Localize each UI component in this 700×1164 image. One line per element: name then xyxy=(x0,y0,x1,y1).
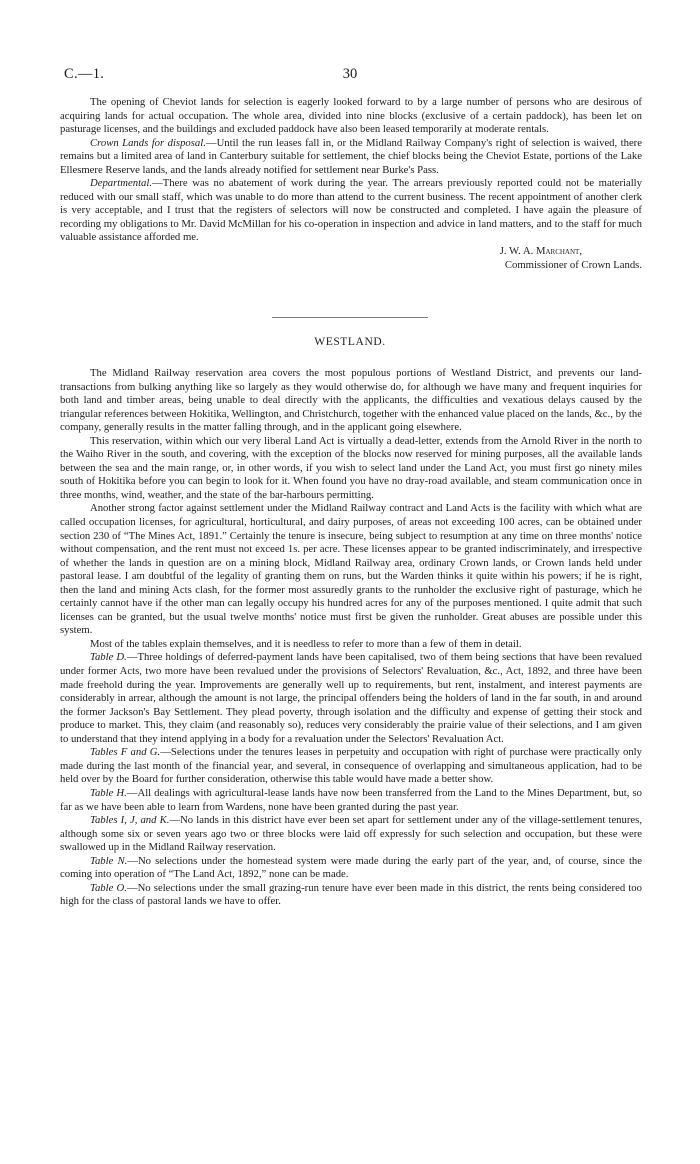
paragraph-text: —There was no abatement of work during the year. The arrears previously reported could not be materially reduced with our small staff, which was unable to do more than attend to the current business. The recent appointment of another clerk is very acceptable, and I trust that the registers of selectors will now be constructed and completed. I have again the pleasure of recording my obligations to Mr. David McMillan for his co-operation in inspection and advice in land matters, and to the staff for much valuable assistance afforded me. xyxy=(60,177,642,244)
page-number: 30 xyxy=(342,66,358,82)
paragraph-lead: Table D. xyxy=(90,651,127,664)
paragraph-lead: Crown Lands for disposal. xyxy=(90,136,206,149)
paragraph-text: The opening of Cheviot lands for selection is eagerly looked forward to by a large number of persons who are desirous of acquiring lands for actual occupation. The whole area, divided into nine blocks (exclusive of a certain paddock), has been let on pasturage licenses, and the buildings and excluded paddock have also been leased temporarily at moderate rentals. xyxy=(60,96,642,136)
paragraph xyxy=(60,746,642,787)
paragraph xyxy=(60,502,642,637)
paragraph-text: Another strong factor against settlement under the Midland Railway contract and Land Acts is the facility with which what are called occupation licenses, for agricultural, horticultural, and dairy purposes, of areas not exceeding 100 acres, can be obtained under section 230 of “The Mines Act, 1891.” Certainly the tenure is insecure, being subject to resumption at any time on three months' notice without compensation, and the rent must not exceed 1s. per acre. These licenses appear to be granted indiscriminately, and irrespective of whether the lands in question are on a mining block, Midland Railway area, ordinary Crown lands, or Crown lands held under pastoral lease. I am doubtful of the legality of granting them on runs, but the Warden thinks it quite within his powers; if he is right, then the land and mining Acts clash, for the former most assuredly grants to the runholder the exclusive right of pasturage, which he certainly cannot have if the other man can legally occupy his hundred acres for any of the purposes mentioned. I quite admit that such licenses can be granted, but the usual twelve months' notice must first be given the runholder. Great abuses are possible under this system. xyxy=(60,502,642,637)
paragraph xyxy=(60,882,642,909)
paragraph-text: —No lands in this district have ever been set apart for settlement under any of the village-settlement tenures, although some six or seven years ago two or three blocks were laid off expressly for such selection and occupation, but these were swallowed up in the Midland Railway reservation. xyxy=(60,814,643,854)
paragraph-lead: Table H. xyxy=(90,786,127,799)
paragraph xyxy=(60,435,642,503)
paragraph-lead: Table O. xyxy=(90,881,127,894)
westland-section xyxy=(60,367,642,909)
paragraph xyxy=(60,814,642,855)
paragraph-lead: Table N. xyxy=(90,854,128,867)
paragraph-text: —All dealings with agricultural-lease lands have now been transferred from the Land to the Mines Department, but, so far as we have been able to learn from Wardens, none have been granted during the past year. xyxy=(60,786,642,813)
paragraph xyxy=(60,638,642,652)
paragraph-text: —No selections under the homestead system were made during the early part of the year, and, of course, since the coming into operation of “The Land Act, 1892,” none can be made. xyxy=(60,854,642,881)
canterbury-section xyxy=(60,96,642,272)
paragraph-text: Most of the tables explain themselves, and it is needless to refer to more than a few of them in detail. xyxy=(90,637,522,650)
signature-name: J. W. A. Marchant, xyxy=(499,245,582,258)
paragraph xyxy=(60,96,642,137)
paragraph-text: —Until the run leases fall in, or the Midland Railway Company's right of selection is waived, there remains but a limited area of land in Canterbury suitable for settlement, the chief blocks being the Cheviot Estate, portions of the Lake Ellesmere Reserve lands, and the lands already notified for settlement near Burke's Pass. xyxy=(60,136,642,176)
paragraph xyxy=(60,137,642,178)
section-divider xyxy=(272,317,428,318)
paragraph xyxy=(60,787,642,814)
paragraph-text: —No selections under the small grazing-run tenure have ever been made in this district, the rents being considered too high for the class of pastoral lands we have to offer. xyxy=(60,881,642,908)
section-heading-westland: WESTLAND. xyxy=(314,336,386,348)
paragraph-text: —Three holdings of deferred-payment lands have been capitalised, two of them being sections that have been revalued under former Acts, two more have been revalued under the provisions of Selectors' Revaluation, &c., Act, 1892, and three have been made freehold during the year. Improvements are generally well up to requirements, but rent, instalment, and interest payments are considerably in arrear, although the amount is not large, the principal offenders being the holders of land in the far south, in and around the former Jackson's Bay Settlement. They plead poverty, through isolation and the difficulty and expense of getting their stock and produce to market. This, they claim (and reasonably so), reduces very considerably the prairie value of their selections, and I am given to understand that they intend applying in a body for a revaluation under the Selectors' Revaluation Act. xyxy=(60,651,642,745)
paragraph xyxy=(60,651,642,746)
paragraph-lead: Tables F and G. xyxy=(90,746,161,759)
paragraph-text: The Midland Railway reservation area covers the most populous portions of Westland District, and prevents our land-transactions from bulking anything like so largely as they would otherwise do, for although we have many and frequent inquiries for both land and timber areas, being unable to deal directly with the applicants, the difficulties and vexatious delays caused by the triangular references between Hokitika, Wellington, and Christchurch, together with the enhanced value placed on the lands, &c., by the company, generally results in the matter falling through, and in the applicant going elsewhere. xyxy=(60,367,642,434)
document-reference: C.—1. xyxy=(64,66,105,82)
paragraph xyxy=(60,855,642,882)
signature-title: Commissioner of Crown Lands. xyxy=(504,258,642,271)
paragraph-lead: Tables I, J, and K. xyxy=(90,814,170,827)
paragraph-text: —Selections under the tenures leases in perpetuity and occupation with right of purchase were practically only made during the last month of the financial year, and several, in consequence of overlapping and simultaneous application, had to be held over by the Board for further consideration, otherwise this table would have made a better show. xyxy=(60,746,642,786)
paragraph-lead: Departmental. xyxy=(90,177,153,190)
paragraph-text: This reservation, within which our very liberal Land Act is virtually a dead-letter, extends from the Arnold River in the north to the Waiho River in the south, and covering, with the exception of the blocks now reserved for mining purposes, all the available lands between the sea and the main range, or, in other words, if you wish to select land under the Land Act, you must first go ninety miles south of Hokitika before you can begin to look for it. When found you have no dray-road available, and steam communication once in three months, wind, weather, and the state of the bar-harbours permitting. xyxy=(60,434,642,501)
paragraph xyxy=(60,177,642,245)
paragraph xyxy=(60,367,642,435)
